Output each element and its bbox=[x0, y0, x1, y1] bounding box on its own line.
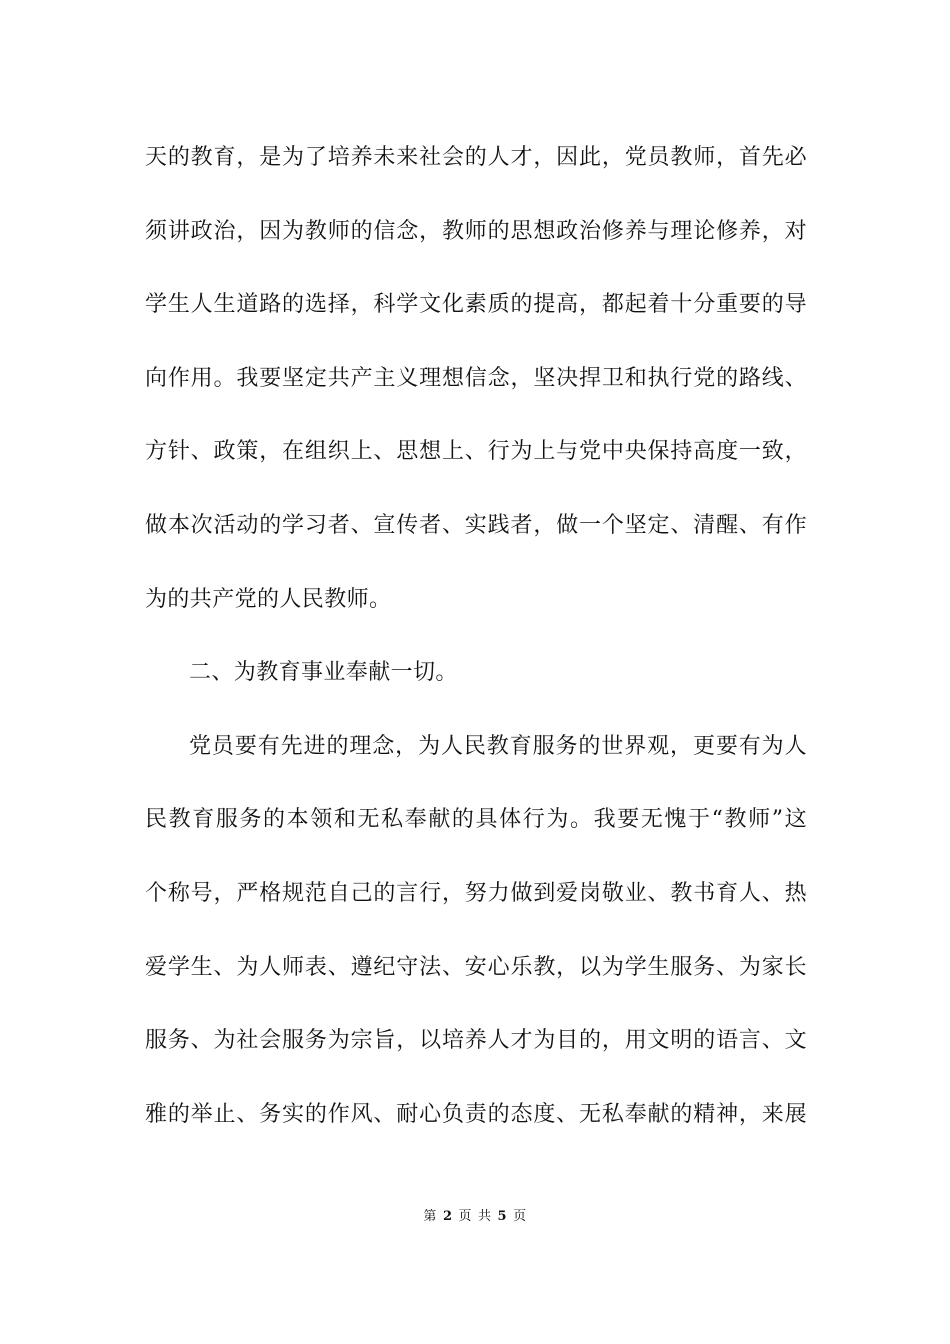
footer-suffix: 页 bbox=[513, 1209, 527, 1224]
text-line: 服务、为社会服务为宗旨，以培养人才为目的，用文明的语言、文 bbox=[145, 1028, 807, 1054]
text-line: 爱学生、为人师表、遵纪守法、安心乐教，以为学生服务、为家长 bbox=[145, 954, 807, 980]
page-footer bbox=[0, 1205, 950, 1224]
footer-prefix: 第 bbox=[423, 1209, 437, 1224]
text-line: 方针、政策，在组织上、思想上、行为上与党中央保持高度一致， bbox=[145, 439, 807, 465]
text-line: 雅的举止、务实的作风、耐心负责的态度、无私奉献的精神，来展 bbox=[145, 1101, 807, 1127]
text-line: 民教育服务的本领和无私奉献的具体行为。我要无愧于“教师”这 bbox=[145, 807, 807, 833]
footer-page-word: 页 bbox=[458, 1209, 472, 1224]
footer-total-word: 共 bbox=[478, 1209, 492, 1224]
footer-current-page: 2 bbox=[442, 1209, 453, 1224]
text-line: 为的共产党的人民教师。 bbox=[145, 586, 392, 612]
text-line: 向作用。我要坚定共产主义理想信念，坚决捍卫和执行党的路线、 bbox=[145, 365, 807, 391]
text-line: 党员要有先进的理念，为人民教育服务的世界观，更要有为人 bbox=[189, 733, 807, 759]
footer-total-pages: 5 bbox=[497, 1209, 508, 1224]
text-line: 须讲政治，因为教师的信念，教师的思想政治修养与理论修养，对 bbox=[145, 218, 807, 244]
text-line: 做本次活动的学习者、宣传者、实践者，做一个坚定、清醒、有作 bbox=[145, 512, 807, 538]
text-line: 学生人生道路的选择，科学文化素质的提高，都起着十分重要的导 bbox=[145, 292, 807, 318]
text-line: 天的教育，是为了培养未来社会的人才，因此，党员教师，首先必 bbox=[145, 145, 807, 170]
document-body bbox=[145, 132, 807, 1162]
section-heading: 二、为教育事业奉献一切。 bbox=[189, 660, 458, 686]
text-line: 个称号，严格规范自己的言行，努力做到爱岗敬业、教书育人、热 bbox=[145, 880, 807, 906]
